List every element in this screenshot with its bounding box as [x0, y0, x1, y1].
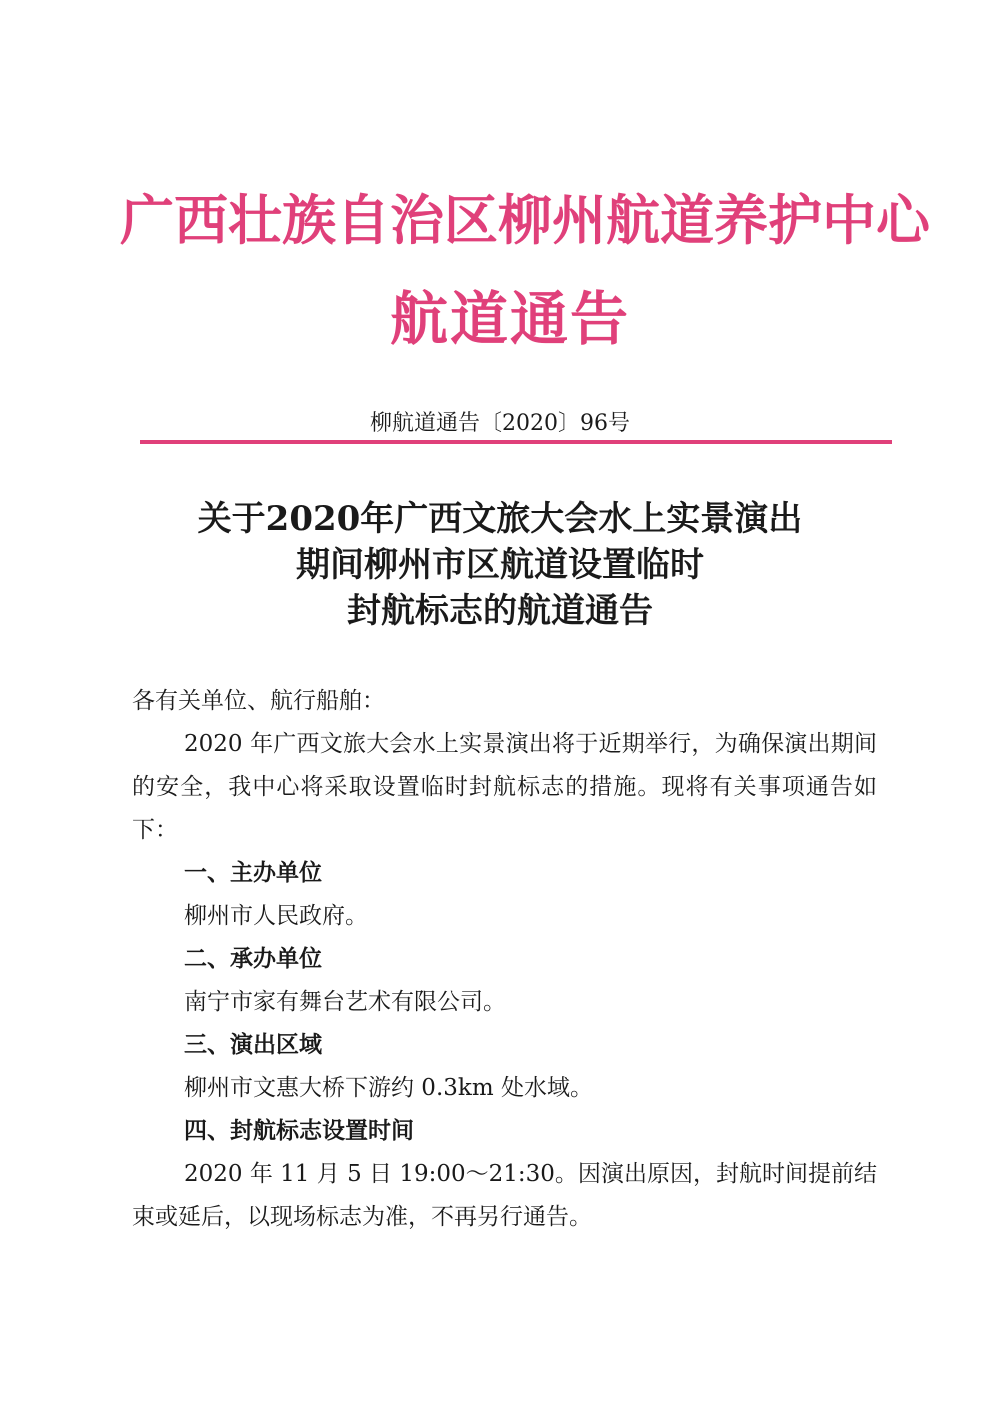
section-heading-closure-time: 四、封航标志设置时间 — [184, 1118, 414, 1144]
notice-title-line-3: 封航标志的航道通告 — [347, 591, 653, 631]
header-divider-line — [140, 440, 892, 444]
section-content-performance-area: 柳州市文惠大桥下游约 0.3km 处水域。 — [184, 1075, 593, 1101]
issuing-organization: 广西壮族自治区柳州航道养护中心 — [120, 188, 930, 252]
section-heading-performance-area: 三、演出区域 — [184, 1032, 322, 1058]
section-content-closure-time: 2020 年 11 月 5 日 19:00～21:30。因演出原因，封航时间提前结束或延后，以现场标志为准，不再另行通告。 — [132, 1161, 877, 1230]
section-heading-organizer: 一、主办单位 — [184, 860, 322, 886]
section-heading-contractor: 二、承办单位 — [184, 946, 322, 972]
notice-title-line-1: 关于2020年广西文旅大会水上实景演出 — [197, 499, 803, 539]
notice-title — [120, 496, 880, 634]
notice-body — [132, 680, 877, 1239]
section-content-organizer: 柳州市人民政府。 — [184, 903, 368, 929]
intro-paragraph: 2020 年广西文旅大会水上实景演出将于近期举行，为确保演出期间的安全，我中心将采取设置临时封航标志的措施。现将有关事项通告如下： — [132, 731, 877, 843]
document-type-heading: 航道通告 — [389, 285, 630, 353]
section-content-contractor: 南宁市家有舞台艺术有限公司。 — [184, 989, 506, 1015]
notice-title-line-2: 期间柳州市区航道设置临时 — [296, 545, 704, 585]
document-number: 柳航道通告〔2020〕96号 — [370, 411, 630, 436]
salutation: 各有关单位、航行船舶： — [132, 688, 385, 714]
